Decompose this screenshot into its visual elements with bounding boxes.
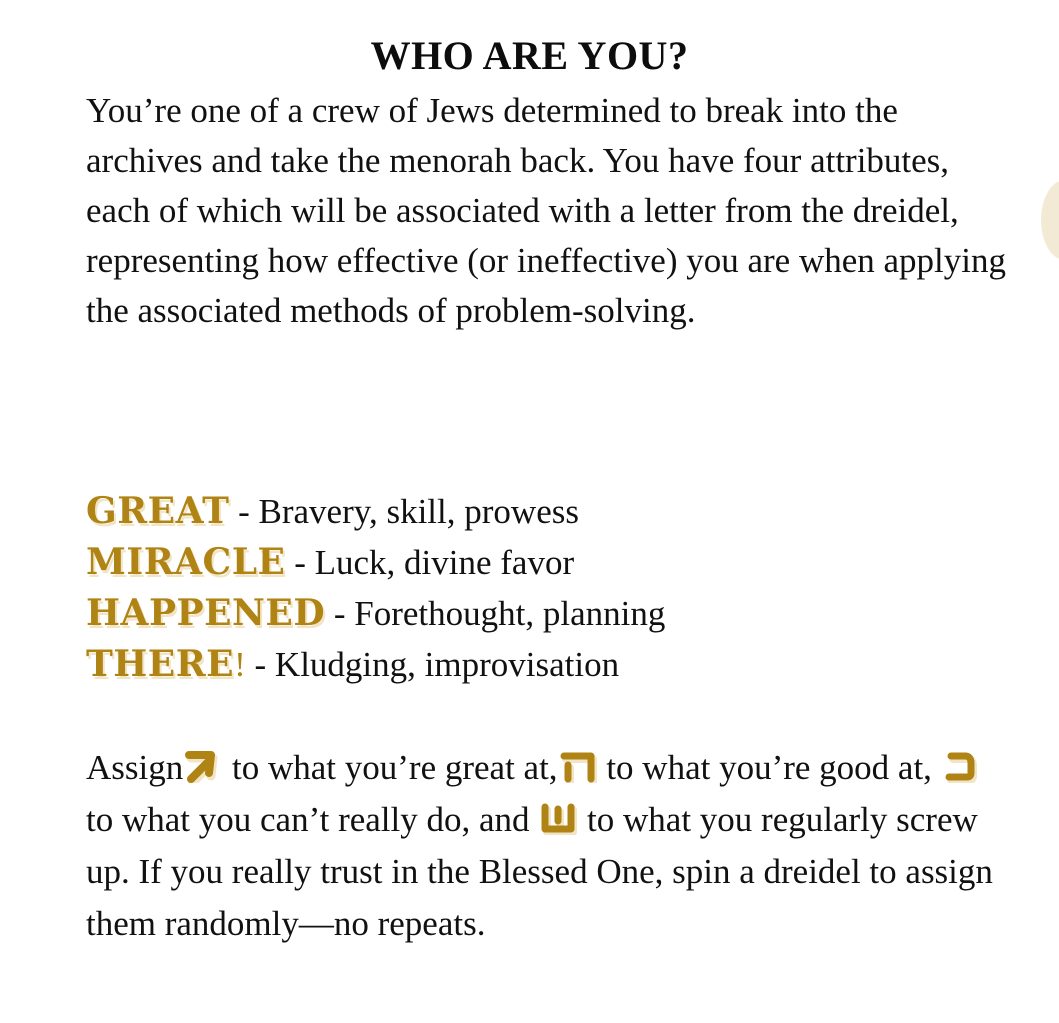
attribute-list (86, 486, 1016, 690)
attribute-desc: - Forethought, planning (325, 594, 666, 633)
gimel-letter-icon (183, 747, 223, 783)
page-edge-decoration (1041, 180, 1059, 260)
assign-paragraph (86, 742, 1016, 950)
assign-text: to what you’re good at, (597, 748, 941, 787)
shin-letter-icon (538, 799, 578, 835)
attribute-row-there (86, 639, 1016, 690)
intro-paragraph: You’re one of a crew of Jews determined to break into the archives and take the menorah back. You have four attributes, each of which will be associated with a letter from the dreidel, representing how effective (or ineffective) you are when applying the associated methods of problem-solving. (86, 91, 1006, 330)
nun-letter-icon (941, 747, 981, 783)
attribute-suffix: ! (234, 645, 246, 684)
attribute-desc: - Luck, divine favor (285, 543, 575, 582)
attribute-row-miracle (86, 537, 1016, 588)
attribute-key: THERE (86, 643, 235, 685)
attribute-key: MIRACLE (86, 541, 286, 583)
assign-text: to what you can’t really do, and (86, 800, 539, 839)
attribute-desc: - Kludging, improvisation (245, 645, 620, 684)
assign-text: to what you’re great at, (223, 748, 558, 787)
attribute-key: HAPPENED (86, 592, 326, 634)
assign-text: Assign (86, 748, 184, 787)
attribute-row-happened (86, 588, 1016, 639)
attribute-row-great (86, 486, 1016, 537)
hey-letter-icon (558, 747, 598, 783)
assign-text: to what you regularly screw up. If you really trust in the Blessed One, spin a dreidel to assign them randomly—no repeats. (86, 800, 993, 943)
attribute-desc: - Bravery, skill, prowess (229, 492, 579, 531)
title-container (0, 32, 1059, 79)
page-title: WHO ARE YOU? (357, 32, 703, 79)
attribute-key: GREAT (86, 490, 230, 532)
